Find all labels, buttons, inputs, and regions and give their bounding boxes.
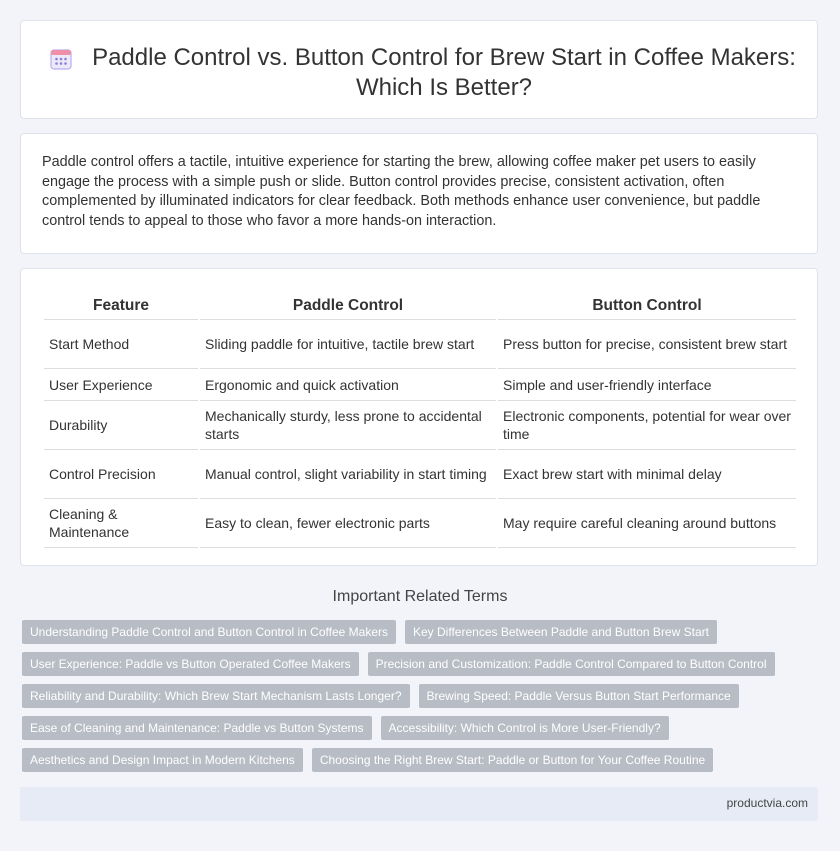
column-header-feature: Feature	[44, 293, 198, 320]
header-card	[20, 20, 818, 119]
table-cell-paddle: Easy to clean, fewer electronic parts	[200, 499, 496, 548]
column-header-button: Button Control	[498, 293, 796, 320]
footer	[20, 787, 818, 821]
related-term-tag[interactable]: Precision and Customization: Paddle Control Compared to Button Control	[368, 652, 775, 676]
table-row	[44, 401, 796, 450]
table-header-row	[44, 293, 796, 320]
table-cell-feature: User Experience	[44, 369, 198, 401]
table-cell-button: Exact brew start with minimal delay	[498, 450, 796, 499]
table-cell-button: Electronic components, potential for wear over time	[498, 401, 796, 450]
related-terms-list	[22, 620, 822, 780]
tag-row	[22, 652, 822, 676]
related-term-tag[interactable]: Ease of Cleaning and Maintenance: Paddle vs Button Systems	[22, 716, 372, 740]
tag-row	[22, 620, 822, 644]
table-row	[44, 369, 796, 401]
intro-paragraph: Paddle control offers a tactile, intuitive experience for starting the brew, allowing coffee maker pet users to easily engage the process with a simple push or slide. Button control provides precise, consistent activation, often complemented by illuminated indicators for clear feedback. Both methods enhance user convenience, but paddle control tends to appeal to those who favor a more hands-on interaction.	[42, 154, 761, 229]
tag-row	[22, 684, 822, 708]
table-cell-paddle: Sliding paddle for intuitive, tactile brew start	[200, 320, 496, 369]
table-cell-paddle: Mechanically sturdy, less prone to accidental starts	[200, 401, 496, 450]
related-term-tag[interactable]: User Experience: Paddle vs Button Operated Coffee Makers	[22, 652, 359, 676]
tag-row	[22, 716, 822, 740]
related-term-tag[interactable]: Reliability and Durability: Which Brew Start Mechanism Lasts Longer?	[22, 684, 410, 708]
related-term-tag[interactable]: Brewing Speed: Paddle Versus Button Start Performance	[419, 684, 739, 708]
table-row	[44, 320, 796, 369]
table-cell-paddle: Manual control, slight variability in start timing	[200, 450, 496, 499]
related-term-tag[interactable]: Choosing the Right Brew Start: Paddle or Button for Your Coffee Routine	[312, 748, 713, 772]
intro-card	[20, 133, 818, 254]
table-row	[44, 450, 796, 499]
comparison-table-card	[20, 268, 818, 566]
table-cell-button: Press button for precise, consistent brew start	[498, 320, 796, 369]
table-row	[44, 499, 796, 548]
footer-site-link[interactable]: productvia.com	[726, 796, 808, 810]
table-cell-button: May require careful cleaning around buttons	[498, 499, 796, 548]
table-cell-feature: Cleaning & Maintenance	[44, 499, 198, 548]
related-term-tag[interactable]: Key Differences Between Paddle and Button Brew Start	[405, 620, 717, 644]
comparison-table	[42, 293, 798, 548]
table-cell-paddle: Ergonomic and quick activation	[200, 369, 496, 401]
table-cell-feature: Durability	[44, 401, 198, 450]
related-term-tag[interactable]: Accessibility: Which Control is More User-Friendly?	[381, 716, 669, 740]
tag-row	[22, 748, 822, 772]
related-term-tag[interactable]: Aesthetics and Design Impact in Modern Kitchens	[22, 748, 303, 772]
table-cell-button: Simple and user-friendly interface	[498, 369, 796, 401]
table-cell-feature: Control Precision	[44, 450, 198, 499]
column-header-paddle: Paddle Control	[200, 293, 496, 320]
page-title: Paddle Control vs. Button Control for Brew Start in Coffee Makers: Which Is Better?	[92, 44, 796, 101]
related-term-tag[interactable]: Understanding Paddle Control and Button Control in Coffee Makers	[22, 620, 396, 644]
table-cell-feature: Start Method	[44, 320, 198, 369]
related-terms-title: Important Related Terms	[332, 588, 508, 605]
